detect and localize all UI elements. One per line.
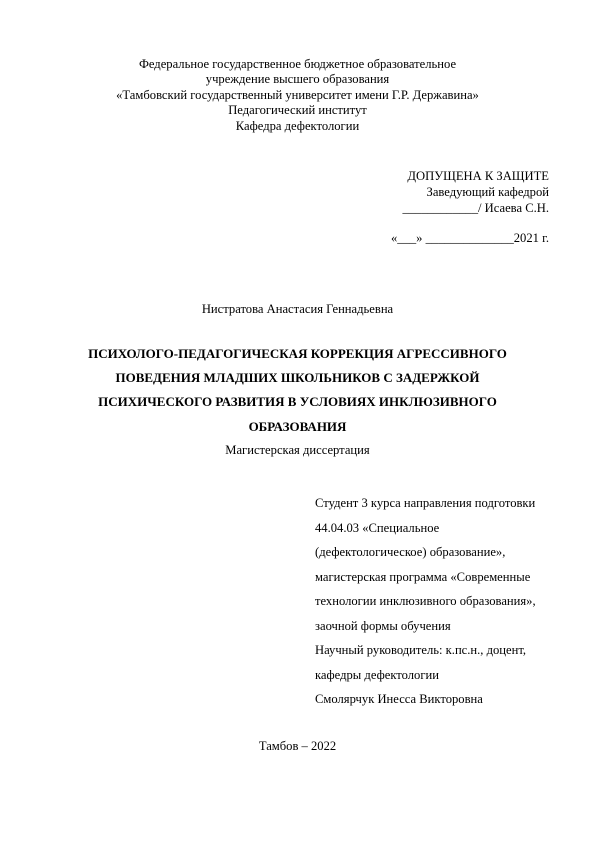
approval-position: Заведующий кафедрой <box>426 185 549 199</box>
info-line: кафедры дефектологии <box>315 667 439 682</box>
city-year: Тамбов – 2022 <box>258 739 337 753</box>
approval-block <box>402 168 549 216</box>
title-line: ОБРАЗОВАНИЯ <box>248 418 347 434</box>
student-info-block <box>315 491 570 712</box>
title-line: ПОВЕДЕНИЯ МЛАДШИХ ШКОЛЬНИКОВ С ЗАДЕРЖКОЙ <box>115 370 480 386</box>
info-line: Научный руководитель: к.пс.н., доцент, <box>315 643 527 657</box>
approval-date-line: «___» ______________2021 г. <box>390 231 549 245</box>
title-line: ПСИХИЧЕСКОГО РАЗВИТИЯ В УСЛОВИЯХ ИНКЛЮЗИВНОГО <box>98 394 497 410</box>
thesis-title <box>70 342 525 439</box>
header-line: учреждение высшего образования <box>205 72 390 87</box>
approval-status: ДОПУЩЕНА К ЗАЩИТЕ <box>407 169 549 183</box>
info-line: (дефектологическое) образование», <box>315 545 506 559</box>
info-line: технологии инклюзивного образования», <box>315 594 536 608</box>
author-name: Нистратова Анастасия Геннадьевна <box>201 302 394 316</box>
institution-header <box>0 57 595 134</box>
info-line: магистерская программа «Современные <box>315 569 531 584</box>
title-line: ПСИХОЛОГО-ПЕДАГОГИЧЕСКАЯ КОРРЕКЦИЯ АГРЕССИВНОГО <box>88 346 507 361</box>
header-line: Кафедра дефектологии <box>235 118 360 133</box>
header-line: Федеральное государственное бюджетное образовательное <box>138 57 457 71</box>
approval-signature-line: ____________/ Исаева С.Н. <box>402 201 549 215</box>
thesis-type: Магистерская диссертация <box>225 443 370 457</box>
info-line: 44.04.03 «Специальное <box>315 520 440 535</box>
info-line: заочной формы обучения <box>315 618 451 633</box>
info-line: Студент 3 курса направления подготовки <box>315 496 536 510</box>
header-line: Педагогический институт <box>228 103 367 118</box>
info-line: Смолярчук Инесса Викторовна <box>315 692 483 706</box>
header-line: «Тамбовский государственный университет имени Г.Р. Державина» <box>116 87 479 102</box>
